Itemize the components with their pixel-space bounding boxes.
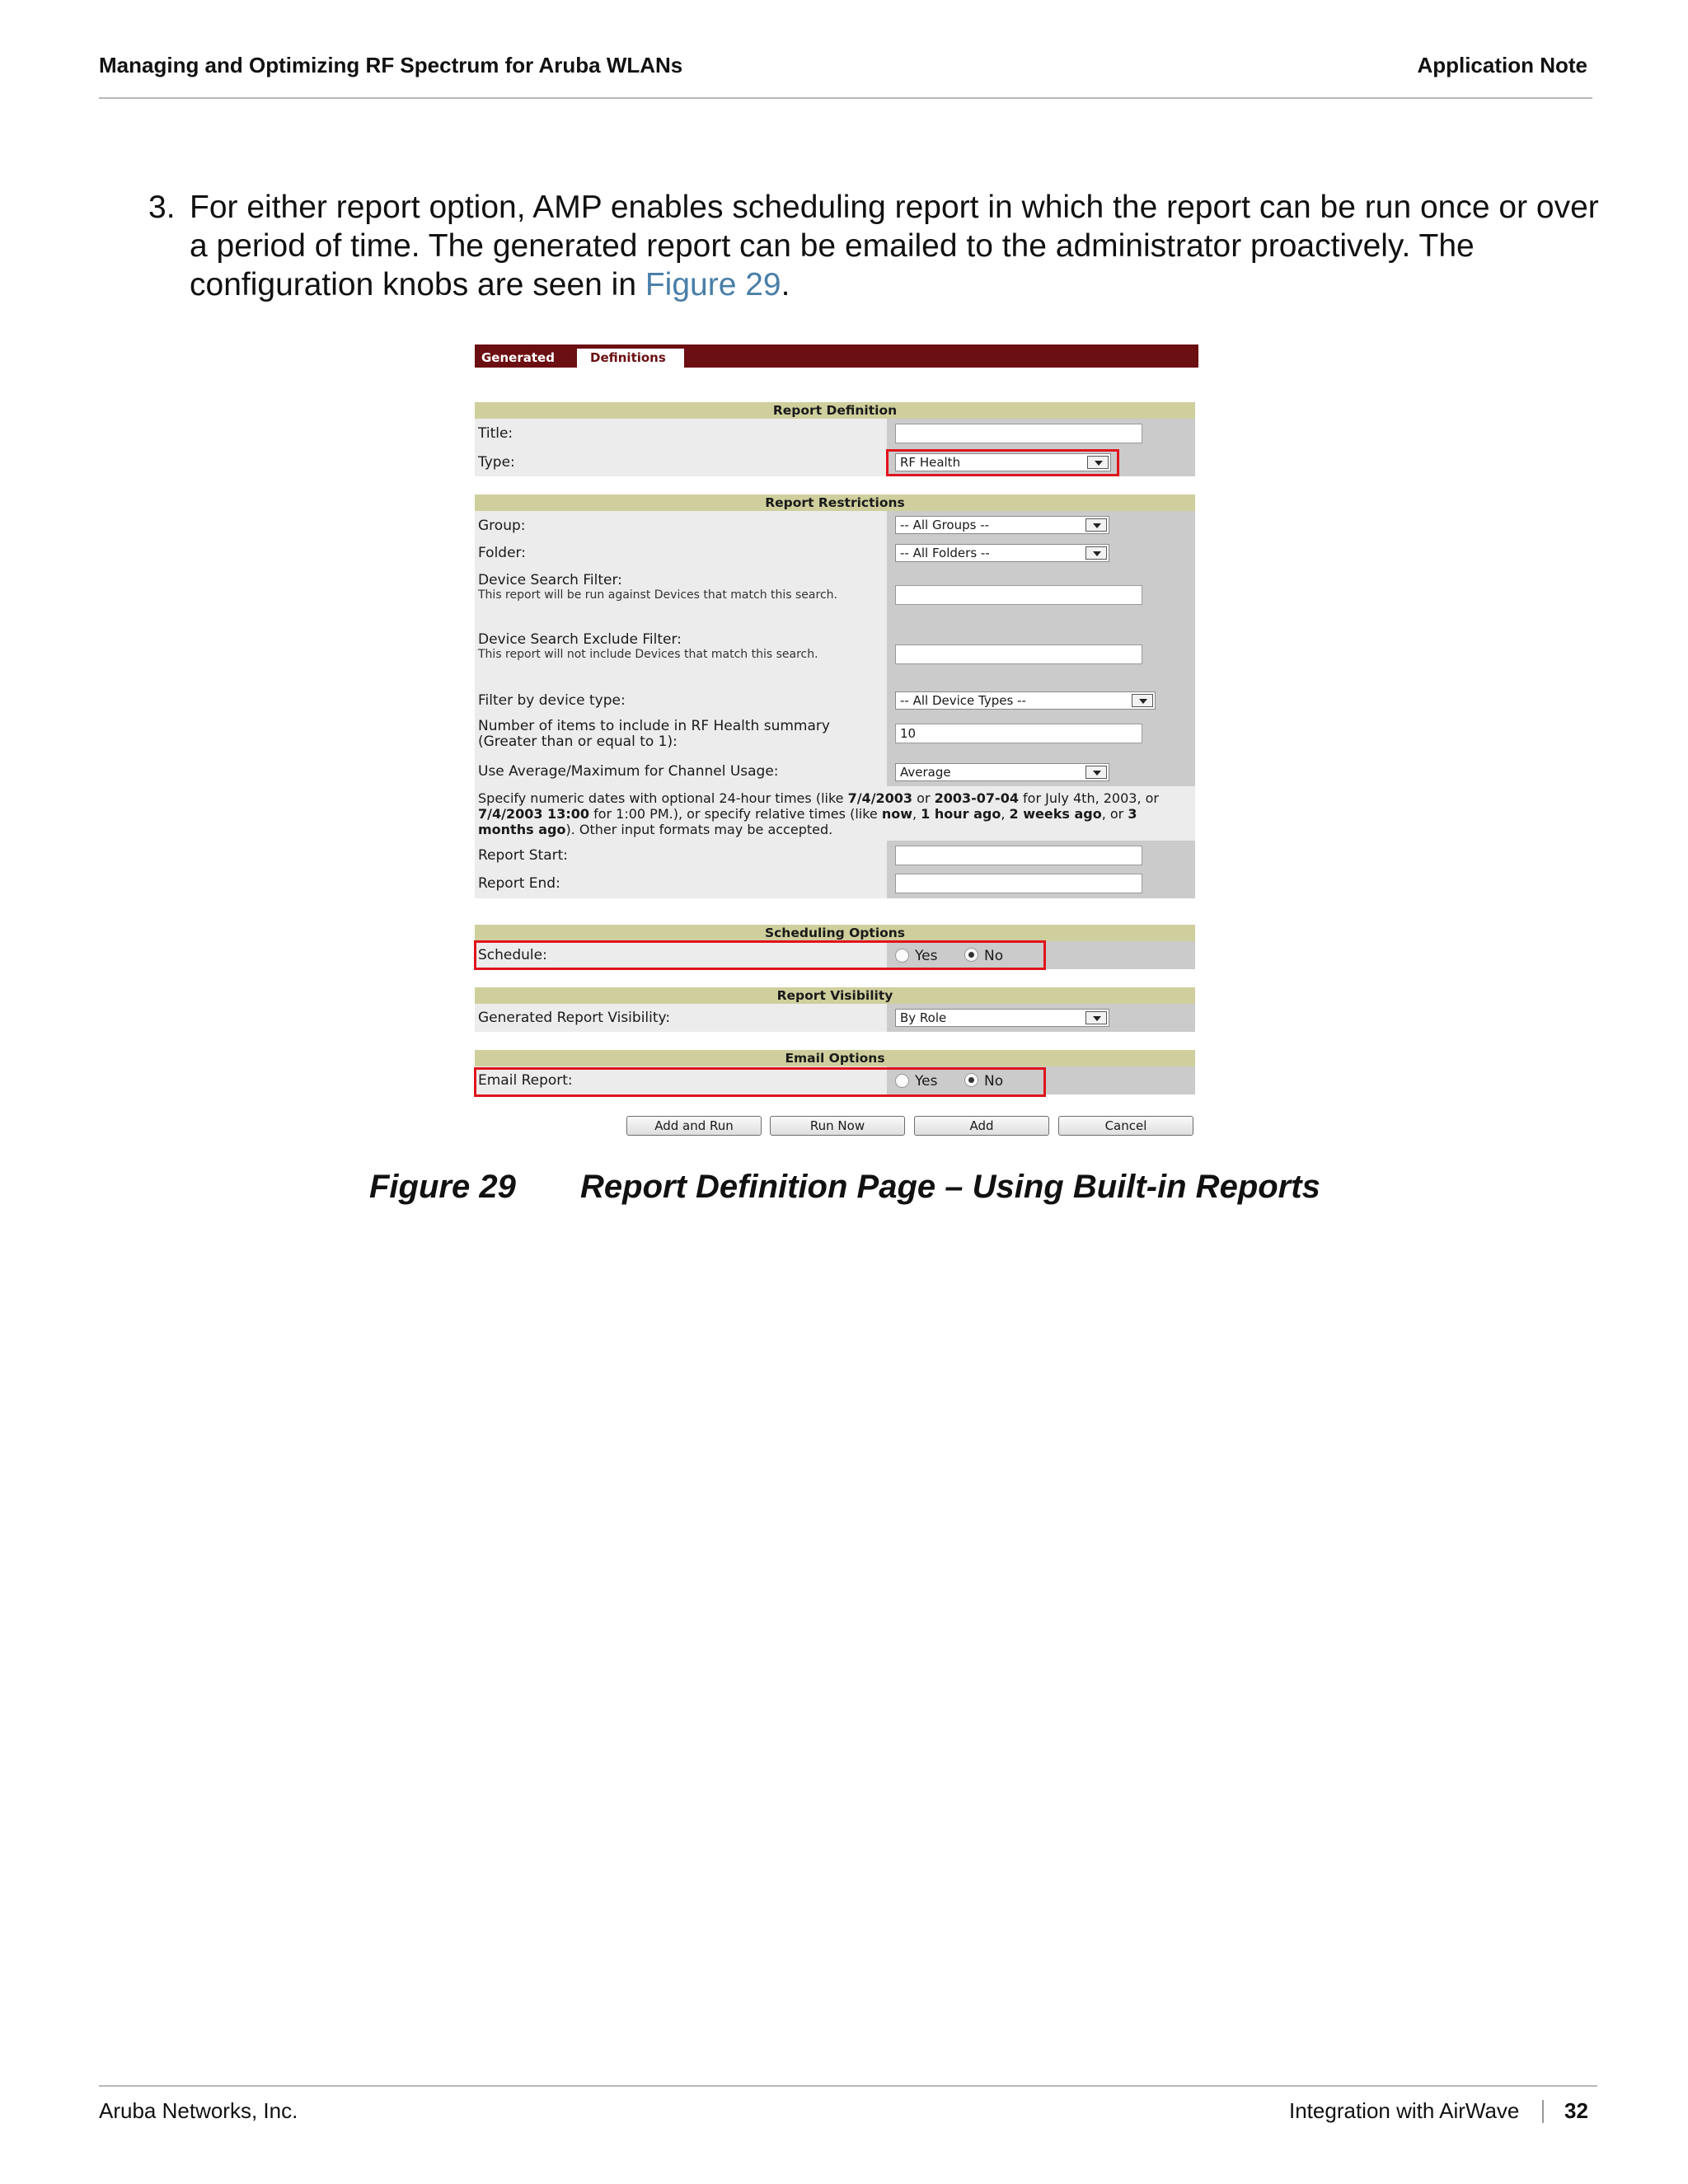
exclude-filter-label: Device Search Exclude Filter:	[478, 631, 682, 648]
channel-usage-select-value: Average	[900, 765, 951, 780]
visibility-section	[475, 987, 1195, 1004]
search-filter-label: Device Search Filter:	[478, 572, 622, 588]
group-row	[475, 511, 1195, 539]
visibility-select-value: By Role	[900, 1010, 947, 1025]
date-format-note: Specify numeric dates with optional 24-hour times (like 7/4/2003 or 2003-07-04 for July 4th, 2003, or 7/4/2003 13:00 for 1:00 PM.), or specify relative times (like now, 1 hour ago, 2 weeks ago, or 3 months ago). Other input formats may be accepted.	[478, 790, 1160, 837]
figure-number: Figure 29	[369, 1169, 516, 1205]
tab-generated[interactable]: Generated	[481, 350, 555, 365]
visibility-row	[475, 1004, 1195, 1032]
search-filter-input[interactable]	[895, 585, 1142, 605]
group-select-value: -- All Groups --	[900, 518, 990, 532]
exclude-filter-input[interactable]	[895, 644, 1142, 664]
type-label: Type:	[478, 454, 515, 471]
folder-label: Folder:	[478, 545, 526, 561]
step-text: For either report option, AMP enables scheduling report in which the report can be run once or over a period of time. The generated report can be emailed to the administrator proactively. The configuration knobs are seen in	[190, 190, 1599, 302]
title-input[interactable]	[895, 424, 1142, 443]
running-header-title: Managing and Optimizing RF Spectrum for Aruba WLANs	[99, 53, 683, 77]
report-restrictions-section	[475, 494, 1195, 511]
chevron-down-icon	[1085, 1011, 1107, 1024]
schedule-highlight-box	[474, 940, 1046, 970]
date-format-note-row	[475, 786, 1195, 841]
title-label: Title:	[478, 425, 513, 442]
section-heading: Report Visibility	[475, 987, 1195, 1004]
group-select[interactable]	[895, 516, 1109, 534]
section-heading: Report Definition	[475, 402, 1195, 419]
folder-select[interactable]	[895, 544, 1109, 562]
device-type-select-value: -- All Device Types --	[900, 693, 1026, 708]
exclude-filter-help: This report will not include Devices that match this search.	[478, 648, 818, 661]
footer-rule	[99, 2085, 1597, 2087]
report-definition-section	[475, 402, 1195, 419]
email-yes-label: Yes	[915, 1073, 938, 1090]
section-heading: Scheduling Options	[475, 925, 1195, 941]
visibility-label: Generated Report Visibility:	[478, 1010, 671, 1026]
step-number: 3.	[148, 190, 176, 225]
run-now-button[interactable]: Run Now	[770, 1116, 905, 1136]
section-heading: Report Restrictions	[475, 494, 1195, 511]
email-section	[475, 1050, 1195, 1066]
device-type-row	[475, 686, 1195, 714]
items-count-label-2: (Greater than or equal to 1):	[478, 733, 678, 750]
chevron-down-icon	[1132, 694, 1153, 707]
tab-bar	[475, 344, 1198, 368]
visibility-select[interactable]	[895, 1009, 1109, 1027]
report-start-input[interactable]	[895, 846, 1142, 865]
chevron-down-icon	[1085, 518, 1107, 532]
figure-link[interactable]: Figure 29	[645, 267, 781, 302]
email-label: Email Report:	[478, 1072, 573, 1089]
report-end-row	[475, 869, 1195, 898]
items-count-label: Number of items to include in RF Health summary	[478, 718, 830, 734]
type-highlight-box	[886, 449, 1119, 476]
items-count-input[interactable]: 10	[895, 724, 1142, 743]
add-and-run-button[interactable]: Add and Run	[626, 1116, 762, 1136]
folder-row	[475, 539, 1195, 567]
report-end-input[interactable]	[895, 874, 1142, 893]
header-rule	[99, 97, 1592, 99]
schedule-label: Schedule:	[478, 947, 547, 963]
group-label: Group:	[478, 518, 526, 534]
tab-definitions[interactable]: Definitions	[577, 349, 684, 368]
footer-divider	[1542, 2100, 1544, 2123]
exclude-filter-row	[475, 626, 1195, 686]
running-header-label: Application Note	[1417, 53, 1587, 77]
report-definition-screenshot	[475, 344, 1198, 1142]
channel-usage-select[interactable]	[895, 763, 1109, 781]
items-count-row	[475, 714, 1195, 757]
device-type-select[interactable]	[895, 691, 1156, 710]
search-filter-help: This report will be run against Devices that match this search.	[478, 588, 837, 602]
footer-company: Aruba Networks, Inc.	[99, 2098, 298, 2123]
schedule-yes-label: Yes	[915, 948, 938, 964]
report-end-label: Report End:	[478, 875, 560, 892]
step-paragraph	[148, 188, 1599, 304]
chevron-down-icon	[1085, 766, 1107, 779]
report-start-row	[475, 841, 1195, 869]
add-button[interactable]: Add	[914, 1116, 1049, 1136]
email-no-label: No	[984, 1073, 1004, 1090]
email-highlight-box	[474, 1067, 1046, 1097]
search-filter-row	[475, 567, 1195, 626]
device-type-label: Filter by device type:	[478, 692, 626, 709]
section-heading: Email Options	[475, 1050, 1195, 1066]
cancel-button[interactable]: Cancel	[1058, 1116, 1193, 1136]
folder-select-value: -- All Folders --	[900, 546, 990, 560]
channel-usage-label: Use Average/Maximum for Channel Usage:	[478, 763, 779, 780]
page-number: 32	[1564, 2098, 1588, 2123]
step-text-end: .	[781, 267, 790, 302]
channel-usage-row	[475, 757, 1195, 786]
title-row	[475, 419, 1195, 448]
schedule-no-label: No	[984, 948, 1004, 964]
type-select-value: RF Health	[900, 455, 961, 470]
chevron-down-icon	[1085, 546, 1107, 560]
scheduling-section	[475, 925, 1195, 941]
figure-caption: Report Definition Page – Using Built-in Reports	[580, 1169, 1320, 1205]
footer-section: Integration with AirWave	[1289, 2098, 1520, 2123]
report-start-label: Report Start:	[478, 847, 569, 864]
